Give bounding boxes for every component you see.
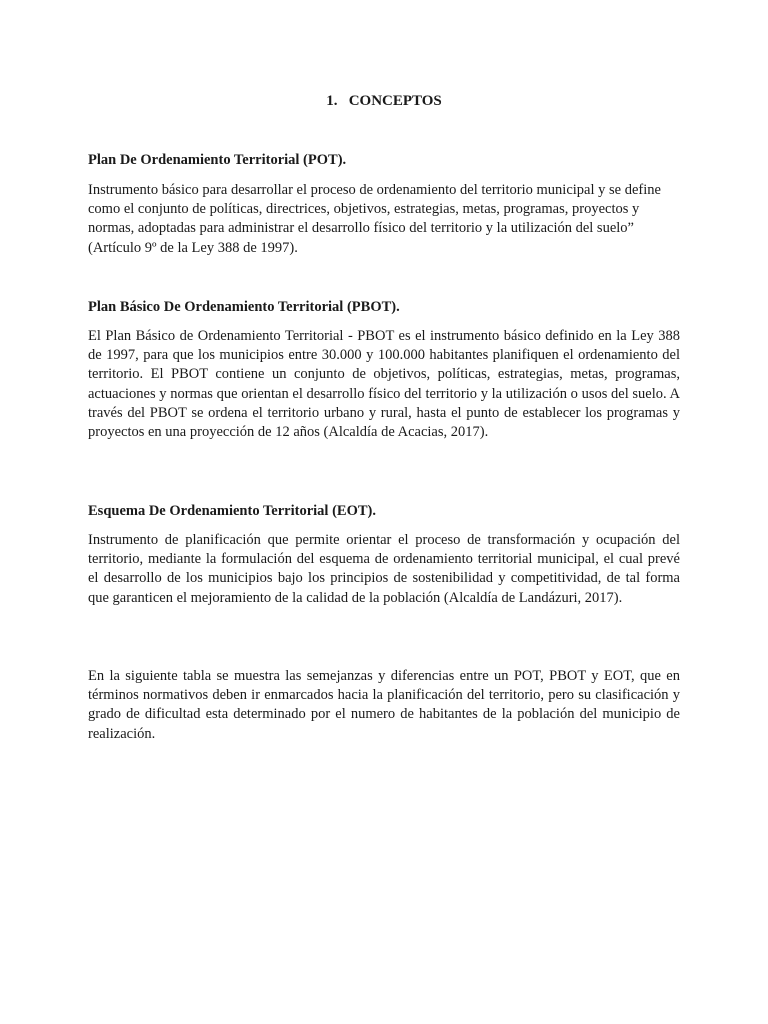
heading-pot: Plan De Ordenamiento Territorial (POT).: [88, 152, 347, 168]
heading-eot: Esquema De Ordenamiento Territorial (EOT).: [88, 503, 376, 519]
heading-pbot: Plan Básico De Ordenamiento Territorial (PBOT).: [88, 299, 400, 315]
paragraph-table-intro: En la siguiente tabla se muestra las semejanzas y diferencias entre un POT, PBOT y EOT, que en términos normativos deben ir enmarcados hacia la planificación del territorio, pero su clasificación y grado de dificultad esta determinado por el numero de habitantes de la población del municipio de realización.: [88, 668, 680, 742]
paragraph-eot: Instrumento de planificación que permite orientar el proceso de transformación y ocupación del territorio, mediante la formulación del esquema de ordenamiento territorial municipal, el cual prevé el desarrollo de los municipios bajo los principios de sostenibilidad y competitividad, de tal forma que garanticen el mejoramiento de la calidad de la población (Alcaldía de Landázuri, 2017).: [88, 532, 680, 606]
section-title: [88, 91, 680, 111]
paragraph-pot: Instrumento básico para desarrollar el proceso de ordenamiento del territorio municipal y se define como el conjunto de políticas, directrices, objetivos, estrategias, metas, programas, proyectos y normas, adoptadas para administrar el desarrollo físico del territorio y la utilización del suelo” (Artículo 9º de la Ley 388 de 1997).: [88, 182, 661, 256]
section-number: 1.: [326, 93, 338, 109]
section-title-text: CONCEPTOS: [348, 93, 442, 109]
document-page: [88, 0, 680, 1024]
paragraph-pbot: El Plan Básico de Ordenamiento Territorial - PBOT es el instrumento básico definido en la Ley 388 de 1997, para que los municipios entre 30.000 y 100.000 habitantes planifiquen el ordenamiento del territorio. El PBOT contiene un conjunto de objetivos, políticas, estrategias, metas, programas, actuaciones y normas que orientan el desarrollo físico del territorio y la utilización o usos del suelo. A través del PBOT se ordena el territorio urbano y rural, hasta el punto de establecer los programas y proyectos en una proyección de 12 años (Alcaldía de Acacias, 2017).: [88, 328, 680, 441]
